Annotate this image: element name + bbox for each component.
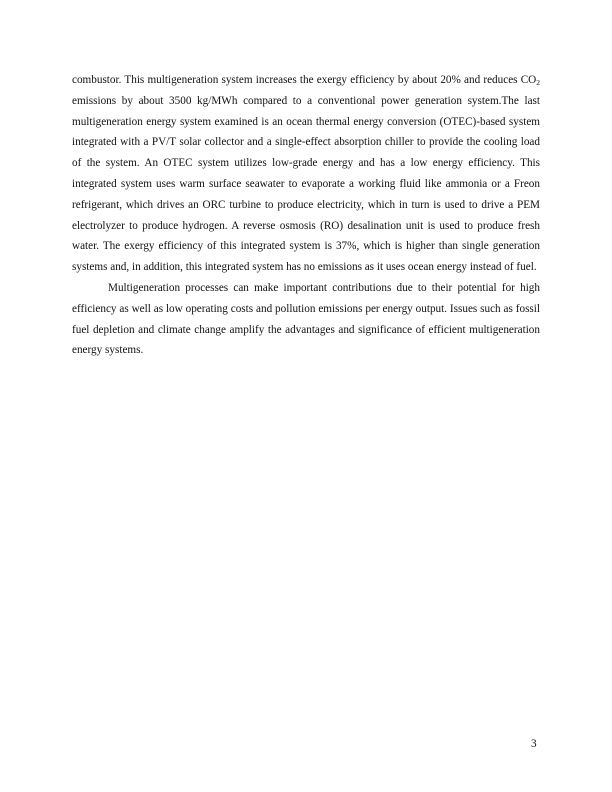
paragraph-1-text-end: emissions by about 3500 kg/MWh compared to a conventional power generation system.The last multigeneration energy system examined is an ocean thermal energy conversion (OTEC)-based system integrated with a PV/T solar collector and a single-effect absorption chiller to provide the cooling load of the system. An OTEC system utilizes low-grade energy and has a low energy efficiency. This integrated system uses warm surface seawater to evaporate a working fluid like ammonia or a Freon refrigerant, which drives an ORC turbine to produce electricity, which in turn is used to drive a PEM electrolyzer to produce hydrogen. A reverse osmosis (RO) desalination unit is used to produce fresh water. The exergy efficiency of this integrated system is 37%, which is higher than single generation systems and, in addition, this integrated system has no emissions as it uses ocean energy instead of fuel. [72, 94, 540, 274]
body-text [72, 70, 540, 361]
paragraph-2: Multigeneration processes can make important contributions due to their potential for high efficiency as well as low operating costs and pollution emissions per energy output. Issues such as fossil fuel depletion and climate change amplify the advantages and significance of efficient multigeneration energy systems. [72, 281, 540, 357]
paragraph-1 [72, 70, 540, 278]
page-number: 3 [531, 738, 537, 750]
co2-subscript: 2 [536, 78, 540, 87]
paragraph-1-text-start: combustor. This multigeneration system increases the exergy efficiency by about 20% and reduces CO [72, 74, 537, 86]
